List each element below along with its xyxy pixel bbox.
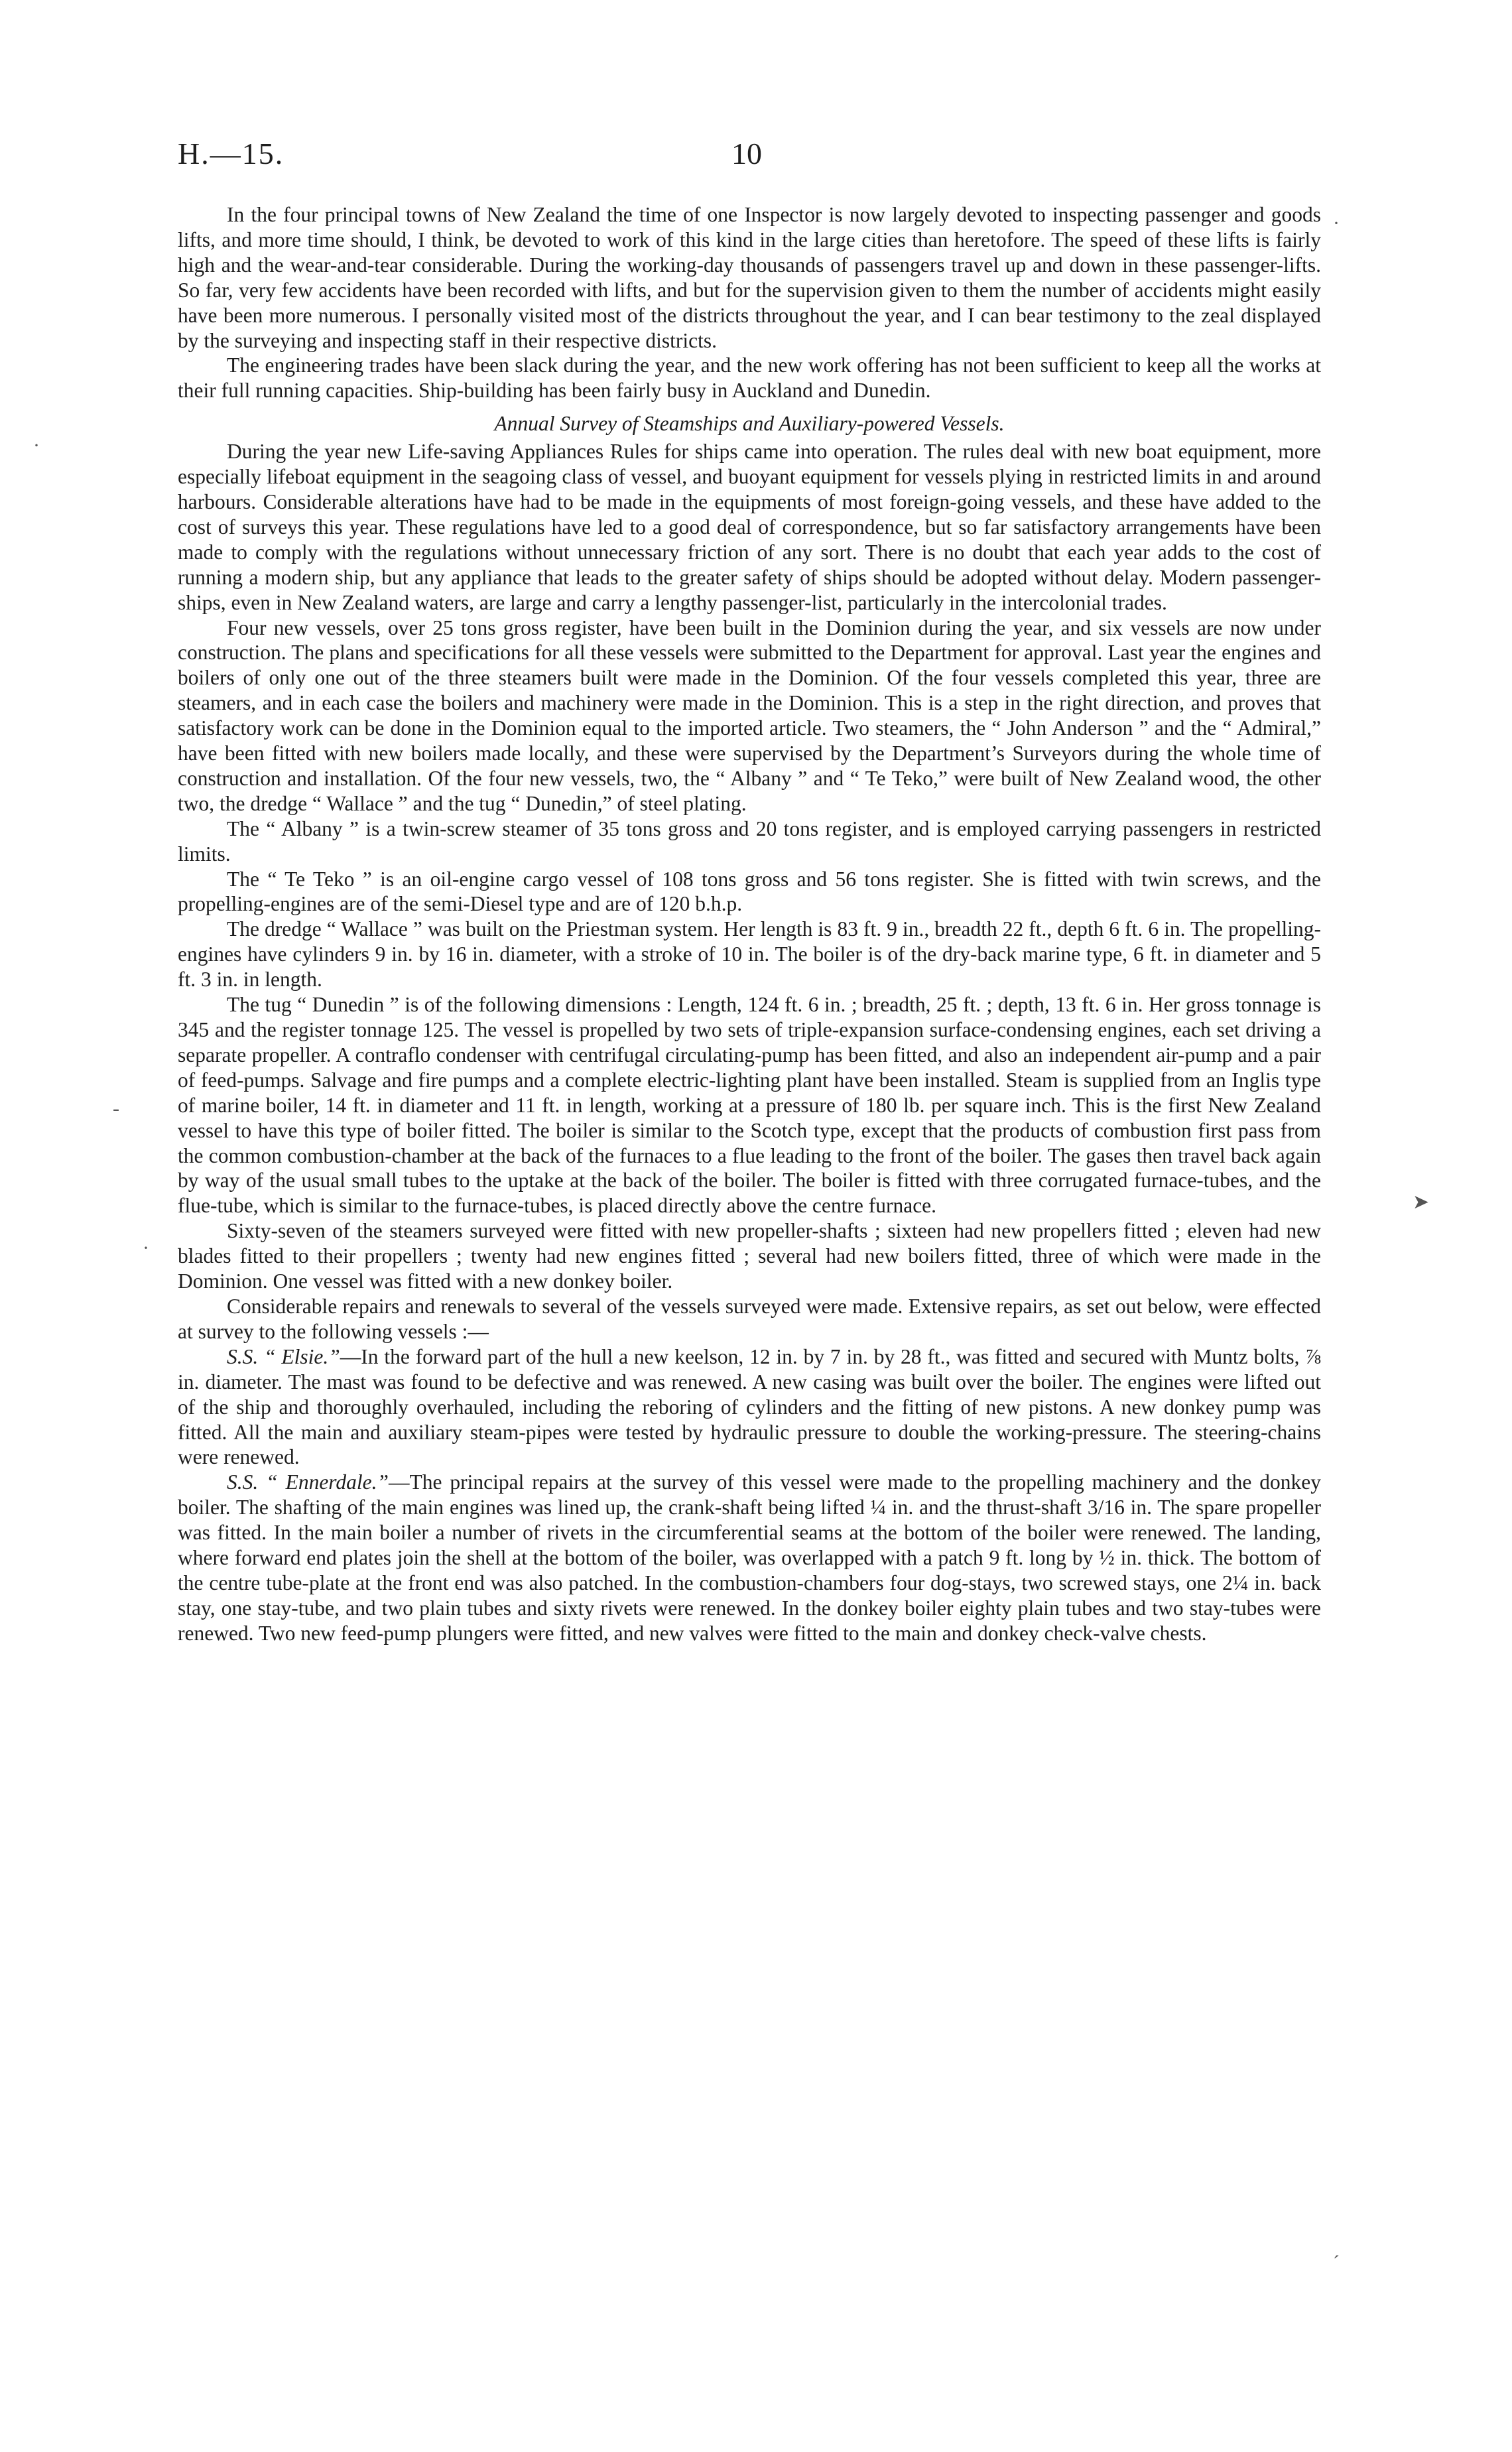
paragraph-wallace: The dredge “ Wallace ” was built on the Priestman system. Her length is 83 ft. 9 in., breadth 22 ft., depth 6 ft. 6 in. The propelling-engines have cylinders 9 in. by 16 in. diameter, with a stroke of 10 in. The boiler is of the dry-back marine type, 6 ft. in diameter and 5 ft. 3 in. in length. xyxy=(178,917,1321,992)
paragraph-repairs-intro: Considerable repairs and renewals to several of the vessels surveyed were made. Extensive repairs, as set out below, were effected at survey to the following vessels :— xyxy=(178,1294,1321,1343)
page-header xyxy=(178,136,1334,176)
paragraph-shafts-propellers: Sixty-seven of the steamers surveyed were fitted with new propeller-shafts ; sixteen had new propellers fitted ; eleven had new blades fitted to their propellers ; twenty had new engines fitted ; several had new boilers fitted, three of which were made in the Dominion. One vessel was fitted with a new donkey boiler. xyxy=(178,1219,1321,1293)
page-number: 10 xyxy=(731,137,762,170)
margin-dot: · xyxy=(143,1237,149,1259)
margin-dot: · xyxy=(33,434,40,456)
paragraph-engineering-trades: The engineering trades have been slack during the year, and the new work offering has not been sufficient to keep all the works at their full running capacities. Ship-building has been fairly busy in Auckland and Dunedin. xyxy=(178,354,1321,403)
margin-dot: ´ xyxy=(1333,2252,1340,2274)
vessel-report-ennerdale xyxy=(178,1470,1321,1645)
paragraph-new-vessels: Four new vessels, over 25 tons gross register, have been built in the Dominion during the year, and six vessels are now under construction. The plans and specifications for all these vessels were submitted to the Department for approval. Last year the engines and boilers of only one out of the three steamers built were made in the Dominion. Of the four vessels completed this year, three are steamers, and in each case the boilers and machinery were made in the Dominion. This is a step in the right direction, and proves that satisfactory work can be done in the Dominion equal to the imported article. Two steamers, the “ John Anderson ” and the “ Admiral,” have been fitted with new boilers made locally, and these were supervised by the Department’s Surveyors during the whole time of construction and installation. Of the four new vessels, two, the “ Albany ” and “ Te Teko,” were built of New Zealand wood, the other two, the dredge “ Wallace ” and the tug “ Dunedin,” of steel plating. xyxy=(178,615,1321,815)
document-reference: H.—15. xyxy=(178,137,284,170)
vessel-name: S.S. “ Elsie.” xyxy=(227,1344,340,1368)
report-body xyxy=(178,202,1321,1646)
margin-arrow-mark: ➤ xyxy=(1413,1191,1430,1213)
vessel-report-elsie xyxy=(178,1344,1321,1470)
margin-dot: - xyxy=(113,1098,119,1120)
paragraph-lifts-inspection: In the four principal towns of New Zealand the time of one Inspector is now largely devoted to inspecting passenger and goods lifts, and more time should, I think, be devoted to work of this kind in the large cities than heretofore. The speed of these lifts is fairly high and the wear-and-tear considerable. During the working-day thousands of passengers travel up and down in these passenger-lifts. So far, very few accidents have been recorded with lifts, and but for the supervision given to them the number of accidents might easily have been more numerous. I personally visited most of the districts throughout the year, and I can bear testimony to the zeal displayed by the surveying and inspecting staff in their respective districts. xyxy=(178,203,1321,352)
paragraph-albany: The “ Albany ” is a twin-screw steamer of 35 tons gross and 20 tons register, and is employed carrying passengers in restricted limits. xyxy=(178,816,1321,866)
vessel-report-text: —In the forward part of the hull a new keelson, 12 in. by 7 in. by 28 ft., was fitted and secured with Muntz bolts, ⅞ in. diameter. The mast was found to be defective and was renewed. A new casing was built over the boiler. The engines were lifted out of the ship and thoroughly overhauled, including the reboring of cylinders and the fitting of new pistons. A new donkey pump was fitted. All the main and auxiliary steam-pipes were tested by hydraulic pressure to double the working-pressure. The steering-chains were renewed. xyxy=(178,1344,1321,1469)
paragraph-dunedin: The tug “ Dunedin ” is of the following dimensions : Length, 124 ft. 6 in. ; breadth, 25 ft. ; depth, 13 ft. 6 in. Her gross tonnage is 345 and the register tonnage 125. The vessel is propelled by two sets of triple-expansion surface-condensing engines, each set driving a separate propeller. A contraflo condenser with centrifugal circulating-pump has been fitted, and also an independent air-pump and a pair of feed-pumps. Salvage and fire pumps and a complete electric-lighting plant have been installed. Steam is supplied from an Inglis type of marine boiler, 14 ft. in diameter and 11 ft. in length, working at a pressure of 180 lb. per square inch. This is the first New Zealand vessel to have this type of boiler fitted. The boiler is similar to the Scotch type, except that the products of combustion first pass from the common combustion-chamber at the back of the furnaces to a flue leading to the front of the boiler. The gases then travel back again by way of the usual small tubes to the uptake at the back of the boiler. The boiler is fitted with three corrugated furnace-tubes, and the flue-tube, which is similar to the furnace-tubes, is placed directly above the centre furnace. xyxy=(178,993,1321,1218)
vessel-report-text: —The principal repairs at the survey of this vessel were made to the propelling machinery and the donkey boiler. The shafting of the main engines was lined up, the crank-shaft being lifted ¼ in. and the thrust-shaft 3/16 in. The spare propeller was fitted. In the main boiler a number of rivets in the circumferential seams at the bottom of the boiler were renewed. The landing, where forward end plates join the shell at the bottom of the boiler, was overlapped with a patch 9 ft. long by ½ in. thick. The bottom of the centre tube-plate at the front end was also patched. In the combustion-chambers four dog-stays, two screwed stays, one 2¼ in. back stay, one stay-tube, and two plain tubes and sixty rivets were renewed. In the donkey boiler eighty plain tubes and two stay-tubes were renewed. Two new feed-pump plungers were fitted, and new valves were fitted to the main and donkey check-valve chests. xyxy=(178,1470,1321,1645)
vessel-name: S.S. “ Ennerdale.” xyxy=(227,1470,389,1494)
margin-dot: · xyxy=(1333,212,1340,234)
paragraph-life-saving-rules: During the year new Life-saving Appliances Rules for ships came into operation. The rules deal with new boat equipment, more especially lifeboat equipment in the seagoing class of vessel, and buoyant equipment for vessels plying in restricted limits in and around harbours. Considerable alterations have had to be made in the equipments of most foreign-going vessels, and these have added to the cost of surveys this year. These regulations have led to a good deal of correspondence, but so far satisfactory arrangements have been made to comply with the regulations without unnecessary friction of any sort. There is no doubt that each year adds to the cost of running a modern ship, but any appliance that leads to the greater safety of ships should be adopted without delay. Modern passenger-ships, even in New Zealand waters, are large and carry a lengthy passenger-list, particularly in the intercolonial trades. xyxy=(178,440,1321,614)
section-heading: Annual Survey of Steamships and Auxiliary-powered Vessels. xyxy=(494,412,1005,436)
paragraph-te-teko: The “ Te Teko ” is an oil-engine cargo vessel of 108 tons gross and 56 tons register. She is fitted with twin screws, and the propelling-engines are of the semi-Diesel type and are of 120 b.h.p. xyxy=(178,867,1321,916)
